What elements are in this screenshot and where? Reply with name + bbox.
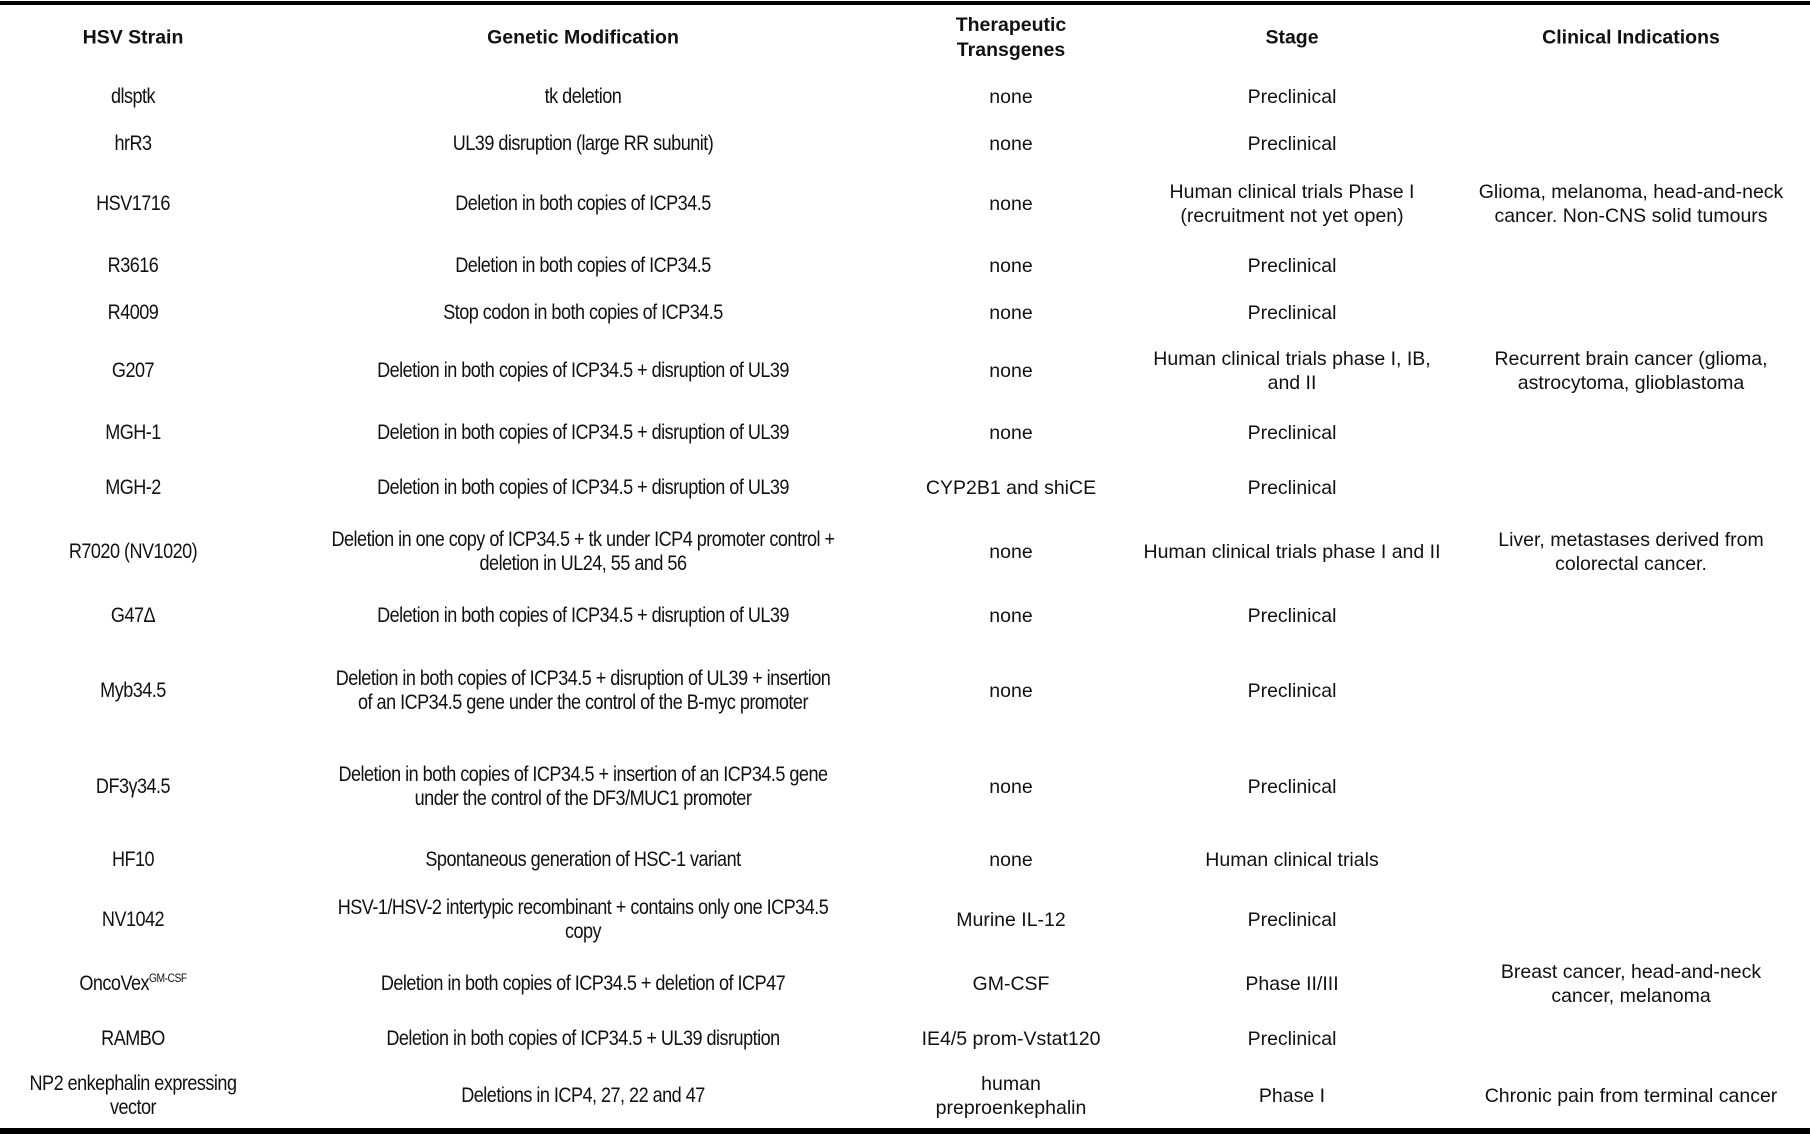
cell-line: none [989,776,1033,798]
header-hsv-strain: HSV Strain [82,26,184,49]
cell-line: Preclinical [1247,477,1337,499]
cell-line: Myb34.5 [100,679,166,702]
cell-line: Preclinical [1247,422,1337,444]
cell-line: none [989,360,1033,382]
cell-genetic-modification [377,359,789,383]
cell-line: none [989,302,1033,324]
cell-line: HF10 [111,848,155,871]
cell-genetic-modification [455,192,711,216]
cell-line: none [989,193,1033,215]
cell-transgenes [989,775,1032,799]
cell-stage [1245,972,1338,996]
cell-strain [111,85,155,109]
cell-line: MGH-2 [105,476,161,499]
cell-strain [108,301,159,325]
cell-line: Breast cancer, head-and-neck [1500,961,1762,983]
cell-strain [114,132,151,156]
header-clinical-indications: Clinical Indications [1542,26,1720,49]
cell-line: Deletion in both copies of ICP34.5 + disruption of UL39 + insertion [335,667,831,690]
cell-line: Deletion in both copies of ICP34.5 + UL39 disruption [386,1027,780,1050]
cell-genetic-modification [377,421,789,445]
cell-line: HSV-1/HSV-2 intertypic recombinant + contains only one ICP34.5 [337,896,829,919]
table-bottom-rule [0,1128,1810,1134]
cell-line: Preclinical [1247,1028,1337,1050]
cell-stage [1248,421,1337,445]
cell-genetic-modification [336,667,831,715]
cell-strain [112,848,154,872]
cell-line: astrocytoma, glioblastoma [1517,372,1745,394]
cell-line: Spontaneous generation of HSC-1 variant [425,848,741,871]
cell-strain [105,476,161,500]
cell-line: Deletion in both copies of ICP34.5 + deletion of ICP47 [380,972,786,995]
header-stage: Stage [1265,26,1319,49]
cell-line: Chronic pain from terminal cancer [1484,1085,1778,1107]
cell-line: Deletions in ICP4, 27, 22 and 47 [461,1084,705,1107]
cell-line: none [989,541,1033,563]
cell-line: R3616 [107,254,159,277]
header-genetic-modification: Genetic Modification [487,26,679,49]
cell-line: copy [564,920,602,943]
cell-transgenes [989,679,1032,703]
cell-transgenes [989,604,1032,628]
cell-line: Human clinical trials phase I, IB, [1153,348,1431,370]
cell-transgenes [989,192,1032,216]
cell-line: none [989,255,1033,277]
cell-line: Preclinical [1247,302,1337,324]
cell-transgenes [989,540,1032,564]
cell-genetic-modification [455,254,711,278]
cell-line: deletion in UL24, 55 and 56 [479,552,687,575]
cell-line: preproenkephalin [935,1097,1087,1119]
cell-line: Preclinical [1247,605,1337,627]
cell-line: Preclinical [1247,86,1337,108]
cell-line: MGH-1 [105,421,161,444]
cell-line: hrR3 [114,132,152,155]
cell-line: Deletion in both copies of ICP34.5 + disruption of UL39 [377,359,789,382]
cell-strain [108,254,159,278]
cell-stage [1259,1084,1325,1108]
cell-transgenes [956,908,1065,932]
cell-clinical-indications [1485,1084,1778,1108]
cell-line: tk deletion [544,85,622,108]
cell-line: Recurrent brain cancer (glioma, [1494,348,1768,370]
cell-genetic-modification [386,1027,779,1051]
cell-line: IE4/5 prom-Vstat120 [921,1028,1101,1050]
cell-line: R4009 [107,301,159,324]
cell-transgenes [989,359,1032,383]
cell-clinical-indications [1498,528,1764,576]
cell-line: G207 [111,359,155,382]
cell-strain [100,679,166,703]
cell-transgenes [922,1027,1101,1051]
cell-line: OncoVex$^{GM-CSF}$ [79,971,187,995]
cell-line: none [989,86,1033,108]
cell-line: none [989,422,1033,444]
cell-transgenes [989,421,1032,445]
cell-line: Preclinical [1247,680,1337,702]
cell-line: Human clinical trials Phase I [1169,181,1415,203]
cell-line: Phase II/III [1245,973,1339,995]
header-transgenes-line: Therapeutic [955,14,1067,36]
cell-genetic-modification [443,301,723,325]
cell-line: Deletion in one copy of ICP34.5 + tk under ICP4 promoter control + [331,528,835,551]
cell-stage [1153,347,1430,395]
cell-line: Deletion in both copies of ICP34.5 [455,254,711,277]
cell-strain [69,540,197,564]
cell-line: DF3γ34.5 [95,775,171,798]
cell-line: cancer, melanoma [1551,985,1711,1007]
cell-line: Phase I [1258,1085,1326,1107]
cell-line: of an ICP34.5 gene under the control of the B-myc promoter [358,691,808,714]
cell-line: G47Δ [110,604,156,627]
cell-stage [1248,132,1337,156]
cell-stage [1144,540,1441,564]
cell-genetic-modification [453,132,714,156]
cell-line: and II [1267,372,1317,394]
cell-line: Human clinical trials [1205,849,1379,871]
cell-line: Deletion in both copies of ICP34.5 [455,192,711,215]
cell-stage [1248,301,1337,325]
cell-genetic-modification [425,848,740,872]
cell-genetic-modification [338,763,827,811]
table-top-rule [0,1,1810,5]
cell-line: none [989,133,1033,155]
cell-transgenes [989,848,1032,872]
cell-line: (recruitment not yet open) [1180,205,1404,227]
cell-line: Deletion in both copies of ICP34.5 + disruption of UL39 [377,421,789,444]
strain-superscript: GM-CSF [149,971,187,985]
cell-clinical-indications [1479,180,1784,228]
cell-strain [96,192,170,216]
cell-genetic-modification [377,476,789,500]
cell-line: NV1042 [101,908,165,931]
cell-line: Preclinical [1247,133,1337,155]
cell-genetic-modification [461,1084,705,1108]
cell-transgenes [926,476,1096,500]
cell-line: Murine IL-12 [956,909,1066,931]
cell-transgenes [936,1072,1087,1120]
cell-line: Preclinical [1247,255,1337,277]
cell-line: Deletion in both copies of ICP34.5 + insertion of an ICP34.5 gene [338,763,828,786]
cell-clinical-indications [1501,960,1761,1008]
cell-line: Deletion in both copies of ICP34.5 + disruption of UL39 [377,604,789,627]
cell-transgenes [989,85,1032,109]
cell-line: Glioma, melanoma, head-and-neck [1478,181,1784,203]
header-transgenes-line: Transgenes [956,39,1066,61]
cell-stage [1248,254,1337,278]
cell-transgenes [989,132,1032,156]
cell-line: none [989,605,1033,627]
cell-stage [1248,1027,1337,1051]
cell-stage [1248,476,1337,500]
cell-line: colorectal cancer. [1555,553,1707,575]
cell-strain [79,972,186,996]
cell-transgenes [989,301,1032,325]
cell-line: GM-CSF [972,973,1050,995]
cell-stage [1248,679,1337,703]
cell-stage [1170,180,1415,228]
cell-strain [105,421,161,445]
cell-line: cancer. Non-CNS solid tumours [1494,205,1768,227]
cell-clinical-indications [1494,347,1767,395]
cell-line: UL39 disruption (large RR subunit) [452,132,714,155]
header-therapeutic-transgenes [956,13,1067,63]
cell-genetic-modification [545,85,622,109]
cell-line: R7020 (NV1020) [68,540,198,563]
cell-stage [1248,908,1337,932]
cell-line: none [989,849,1033,871]
cell-line: NP2 enkephalin expressing [29,1072,237,1095]
cell-line: HSV1716 [96,192,170,215]
cell-line: Preclinical [1247,909,1337,931]
cell-line: Human clinical trials phase I and II [1143,541,1441,563]
cell-strain [102,908,164,932]
cell-strain [101,1027,165,1051]
cell-strain [96,775,170,799]
cell-strain [111,604,155,628]
cell-transgenes [989,254,1032,278]
cell-line: Deletion in both copies of ICP34.5 + disruption of UL39 [377,476,789,499]
cell-line: Preclinical [1247,776,1337,798]
cell-line: vector [109,1096,157,1119]
cell-line: Liver, metastases derived from [1498,529,1764,551]
cell-line: dlsptk [110,85,156,108]
cell-stage [1248,604,1337,628]
cell-line: CYP2B1 and shiCE [925,477,1097,499]
cell-genetic-modification [377,604,789,628]
cell-stage [1248,85,1337,109]
cell-line: Stop codon in both copies of ICP34.5 [443,301,723,324]
cell-strain [30,1072,237,1120]
cell-genetic-modification [381,972,785,996]
cell-line: none [989,680,1033,702]
cell-genetic-modification [331,528,834,576]
cell-stage [1248,775,1337,799]
cell-stage [1205,848,1378,872]
cell-line: under the control of the DF3/MUC1 promoter [414,787,752,810]
cell-line: human [981,1073,1041,1095]
cell-transgenes [973,972,1050,996]
cell-line: RAMBO [101,1027,165,1050]
cell-genetic-modification [338,896,829,944]
cell-strain [112,359,154,383]
